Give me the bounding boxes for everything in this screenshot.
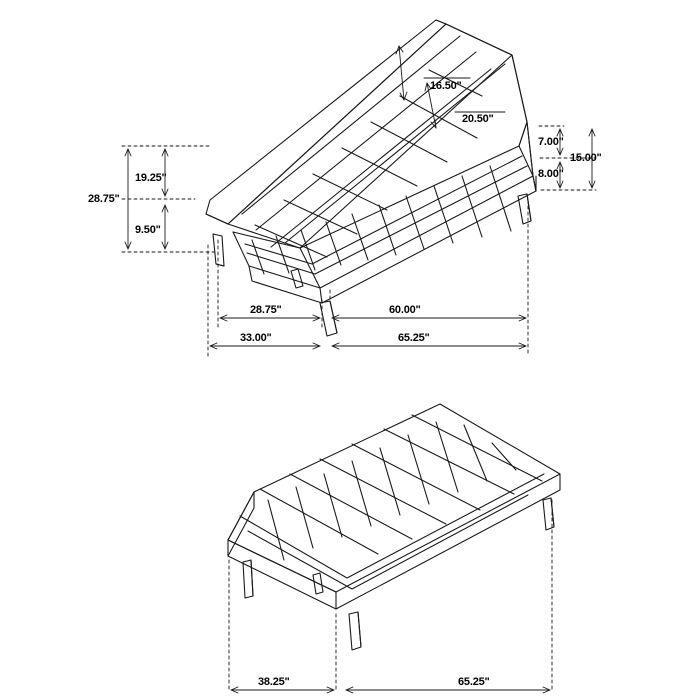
dim-overall-height: 28.75" (88, 193, 120, 205)
upright-sofa-illustration (206, 20, 536, 336)
dim-seat-cushion-height: 7.00" (538, 136, 564, 148)
dim-bed-width: 65.25" (458, 676, 490, 688)
flat-dimension-lines (229, 500, 552, 693)
dim-seat-depth: 20.50" (462, 113, 494, 125)
dim-seat-width: 60.00" (389, 304, 421, 316)
dim-bed-depth: 38.25" (258, 676, 290, 688)
dim-depth-overall: 33.00" (240, 332, 272, 344)
dim-leg-height: 8.00" (538, 168, 564, 180)
dim-backrest-height: 19.25" (135, 172, 167, 184)
dim-overall-side-height: 15.00" (570, 152, 602, 164)
dim-seat-height: 9.50" (135, 224, 161, 236)
dim-width-overall: 65.25" (398, 332, 430, 344)
upright-dimension-lines (122, 46, 596, 356)
flat-sofa-illustration (228, 404, 560, 650)
dim-back-panel-width: 28.75" (250, 304, 282, 316)
dim-seat-back-thickness: 16.50" (430, 80, 462, 92)
